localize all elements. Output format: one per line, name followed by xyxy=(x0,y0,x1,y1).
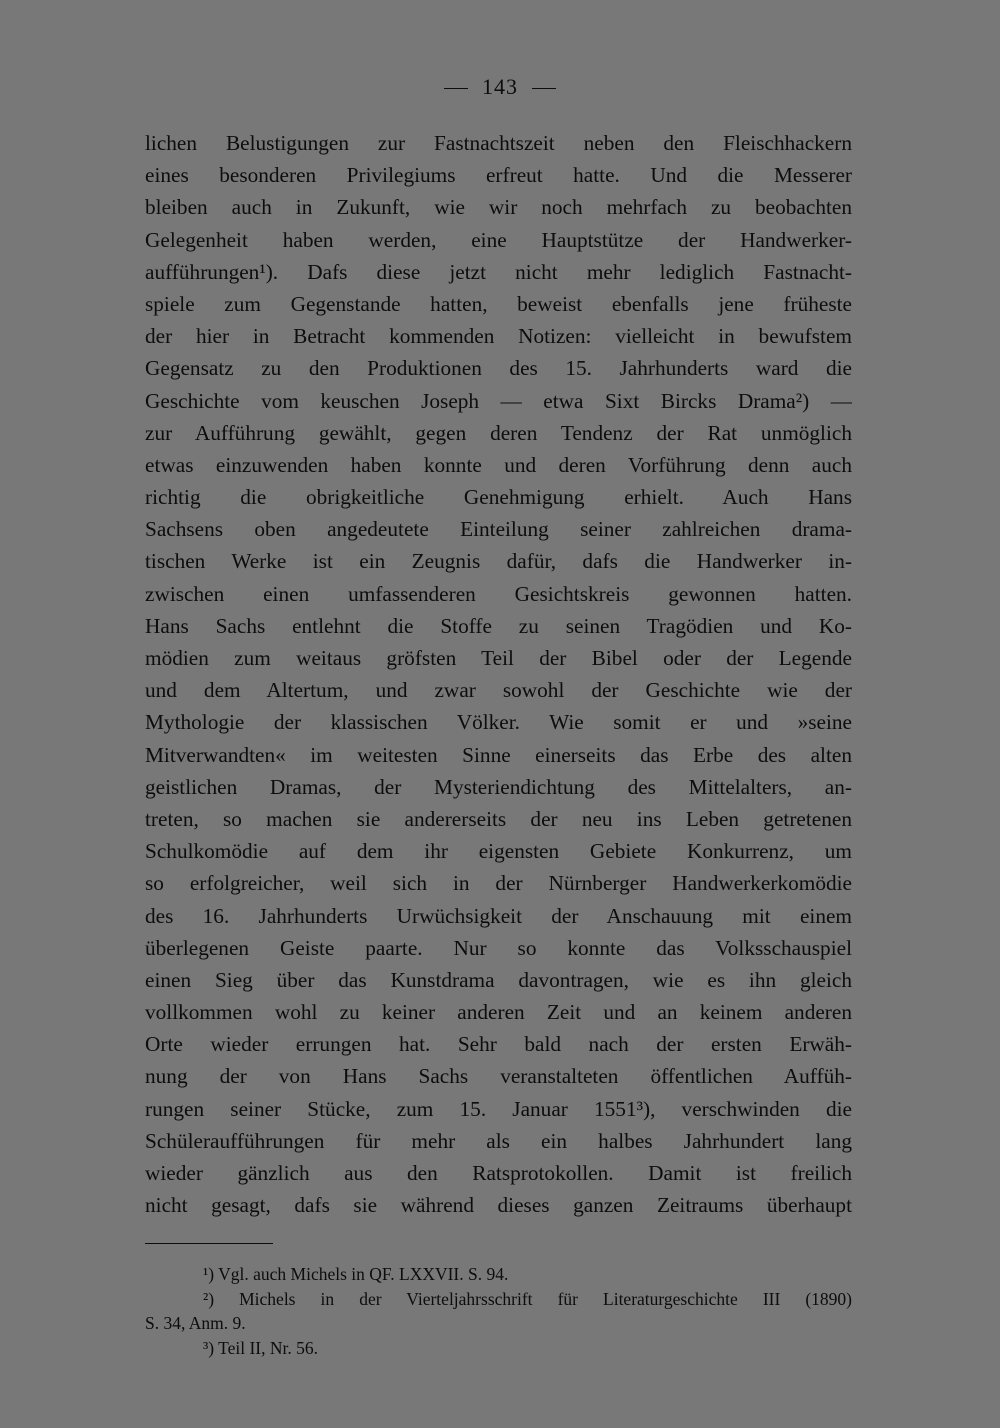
footnotes xyxy=(145,1262,852,1360)
page-header xyxy=(0,74,1000,100)
text-line: zwischen einen umfassenderen Gesichtskreis gewonnen hatten. xyxy=(145,581,852,606)
text-line: Schüleraufführungen für mehr als ein halbes Jahrhundert lang xyxy=(145,1128,852,1153)
footnote-2: ²) Michels in der Vierteljahrsschrift für Literaturgeschichte III (1890) xyxy=(203,1288,852,1309)
text-line: Orte wieder errungen hat. Sehr bald nach der ersten Erwäh- xyxy=(145,1032,852,1057)
text-line: bleiben auch in Zukunft, wie wir noch mehrfach zu beobachten xyxy=(145,195,852,220)
text-line: zur Aufführung gewählt, gegen deren Tendenz der Rat unmöglich xyxy=(145,420,852,445)
text-line: treten, so machen sie andererseits der neu ins Leben getretenen xyxy=(145,806,852,831)
text-line: mödien zum weitaus gröfsten Teil der Bibel oder der Legende xyxy=(145,646,852,670)
text-line: richtig die obrigkeitliche Genehmigung erhielt. Auch Hans xyxy=(145,485,852,510)
text-line: Geschichte vom keuschen Joseph — etwa Sixt Bircks Drama²) — xyxy=(145,388,852,413)
footnote-2-continued: S. 34, Anm. 9. xyxy=(145,1313,246,1333)
footnote-1: ¹) Vgl. auch Michels in QF. LXXVII. S. 94. xyxy=(203,1264,509,1284)
footnote-rule xyxy=(145,1243,273,1244)
text-line: eines besonderen Privilegiums erfreut hatte. Und die Messerer xyxy=(145,163,852,188)
text-line: vollkommen wohl zu keiner anderen Zeit und an keinem anderen xyxy=(145,1000,852,1025)
text-line: überlegenen Geiste paarte. Nur so konnte das Volksschauspiel xyxy=(145,935,852,960)
text-line: etwas einzuwenden haben konnte und deren Vorführung denn auch xyxy=(145,452,852,477)
text-line: tischen Werke ist ein Zeugnis dafür, dafs die Handwerker in- xyxy=(145,549,852,574)
text-line: und dem Altertum, und zwar sowohl der Geschichte wie der xyxy=(145,678,852,703)
text-line: Schulkomödie auf dem ihr eigensten Gebiete Konkurrenz, um xyxy=(145,839,852,864)
header-dash-left xyxy=(444,88,468,89)
text-line: geistlichen Dramas, der Mysteriendichtung des Mittelalters, an- xyxy=(145,774,852,799)
text-line: Hans Sachs entlehnt die Stoffe zu seinen Tragödien und Ko- xyxy=(145,613,852,638)
body-text xyxy=(145,127,852,1221)
text-line: Gelegenheit haben werden, eine Hauptstütze der Handwerker- xyxy=(145,227,852,252)
page-number: 143 xyxy=(482,74,518,99)
text-line: wieder gänzlich aus den Ratsprotokollen. Damit ist freilich xyxy=(145,1161,852,1185)
text-line: Gegensatz zu den Produktionen des 15. Jahrhunderts ward die xyxy=(145,356,852,381)
text-line: so erfolgreicher, weil sich in der Nürnberger Handwerkerkomödie xyxy=(145,871,852,896)
text-line: Sachsens oben angedeutete Einteilung seiner zahlreichen drama- xyxy=(145,517,852,542)
text-line: des 16. Jahrhunderts Urwüchsigkeit der Anschauung mit einem xyxy=(145,903,852,928)
text-line: nicht gesagt, dafs sie während dieses ganzen Zeitraums überhaupt xyxy=(145,1193,852,1218)
text-line: einen Sieg über das Kunstdrama davontragen, wie es ihn gleich xyxy=(145,967,852,992)
text-line: Mitverwandten« im weitesten Sinne einerseits das Erbe des alten xyxy=(145,742,852,767)
header-dash-right xyxy=(532,88,556,89)
text-line: Mythologie der klassischen Völker. Wie somit er und »seine xyxy=(145,710,852,735)
footnote-3: ³) Teil II, Nr. 56. xyxy=(203,1337,318,1358)
text-line: spiele zum Gegenstande hatten, beweist ebenfalls jene früheste xyxy=(145,291,852,316)
text-line: aufführungen¹). Dafs diese jetzt nicht mehr lediglich Fastnacht- xyxy=(145,259,852,284)
text-line: nung der von Hans Sachs veranstalteten öffentlichen Auffüh- xyxy=(145,1064,852,1089)
text-line: lichen Belustigungen zur Fastnachtszeit neben den Fleischhackern xyxy=(145,131,852,155)
text-line: rungen seiner Stücke, zum 15. Januar 1551³), verschwinden die xyxy=(145,1096,852,1121)
text-line: der hier in Betracht kommenden Notizen: vielleicht in bewufstem xyxy=(145,324,852,349)
